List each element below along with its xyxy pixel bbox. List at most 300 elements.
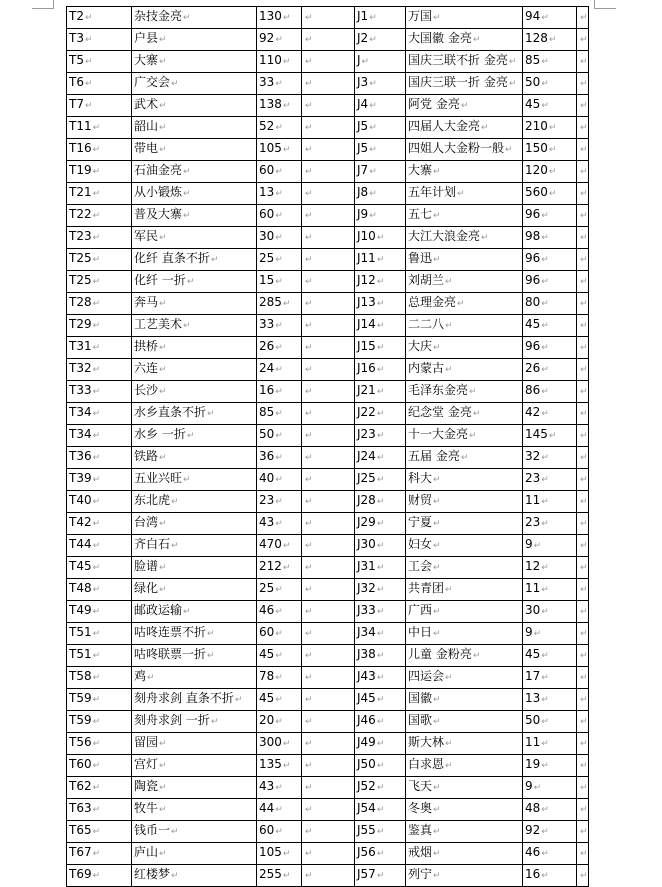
cell-text: 杂技金亮 bbox=[134, 9, 183, 23]
blank-cell bbox=[302, 513, 355, 535]
cell-text: 广交会 bbox=[134, 75, 171, 89]
paragraph-mark-icon: ↵ bbox=[433, 475, 441, 485]
cell-text: T6 bbox=[69, 75, 84, 89]
paragraph-mark-icon: ↵ bbox=[376, 541, 385, 551]
blank-cell bbox=[302, 755, 355, 777]
code-cell bbox=[355, 579, 406, 601]
paragraph-mark-icon: ↵ bbox=[305, 343, 313, 353]
cell-text: J15 bbox=[357, 339, 376, 353]
cell-text: T25 bbox=[69, 251, 92, 265]
cell-text: J57 bbox=[357, 867, 376, 881]
cell-text: 大庆 bbox=[408, 339, 433, 353]
cell-text: T62 bbox=[69, 779, 92, 793]
cell-text: 110 bbox=[259, 53, 282, 67]
cell-text: 宁夏 bbox=[408, 515, 433, 529]
paragraph-mark-icon: ↵ bbox=[580, 167, 588, 177]
table-row bbox=[67, 777, 589, 799]
table-row bbox=[67, 469, 589, 491]
cell-text: J7 bbox=[357, 163, 369, 177]
cell-text: J30 bbox=[357, 537, 376, 551]
table-row bbox=[67, 315, 589, 337]
name-cell bbox=[132, 513, 257, 535]
paragraph-mark-icon: ↵ bbox=[376, 871, 385, 881]
name-cell bbox=[132, 161, 257, 183]
price-cell bbox=[257, 469, 302, 491]
cell-text: 绿化 bbox=[134, 581, 159, 595]
blank-cell bbox=[302, 293, 355, 315]
cell-text: J52 bbox=[357, 779, 376, 793]
paragraph-mark-icon: ↵ bbox=[481, 233, 489, 243]
cell-text: T28 bbox=[69, 295, 92, 309]
code-cell bbox=[355, 513, 406, 535]
code-cell bbox=[355, 73, 406, 95]
table-row bbox=[67, 601, 589, 623]
name-cell bbox=[132, 139, 257, 161]
code-cell bbox=[355, 117, 406, 139]
paragraph-mark-icon: ↵ bbox=[92, 783, 101, 793]
paragraph-mark-icon: ↵ bbox=[305, 233, 313, 243]
price-cell bbox=[257, 601, 302, 623]
cell-text: 大国徽 金亮 bbox=[408, 31, 472, 45]
paragraph-mark-icon: ↵ bbox=[580, 299, 588, 309]
cell-text: T2 bbox=[69, 9, 84, 23]
cell-text: T69 bbox=[69, 867, 92, 881]
name-cell bbox=[132, 271, 257, 293]
price-cell bbox=[257, 733, 302, 755]
paragraph-mark-icon: ↵ bbox=[159, 585, 167, 595]
name-cell bbox=[406, 865, 523, 887]
cell-text: J2 bbox=[357, 31, 369, 45]
cell-text: 60 bbox=[259, 207, 275, 221]
blank-cell bbox=[302, 711, 355, 733]
cell-text: 鸡 bbox=[134, 669, 147, 683]
blank-cell bbox=[302, 73, 355, 95]
code-cell bbox=[67, 513, 132, 535]
blank-cell bbox=[302, 271, 355, 293]
paragraph-mark-icon: ↵ bbox=[376, 277, 385, 287]
paragraph-mark-icon: ↵ bbox=[92, 233, 101, 243]
cell-text: 45 bbox=[259, 691, 275, 705]
paragraph-mark-icon: ↵ bbox=[275, 585, 283, 595]
cell-text: T7 bbox=[69, 97, 84, 111]
price-cell bbox=[523, 183, 577, 205]
price-cell bbox=[257, 579, 302, 601]
paragraph-mark-icon: ↵ bbox=[580, 233, 588, 243]
cell-text: 212 bbox=[259, 559, 282, 573]
cell-text: T44 bbox=[69, 537, 92, 551]
paragraph-mark-icon: ↵ bbox=[159, 739, 167, 749]
cell-text: J8 bbox=[357, 185, 369, 199]
code-cell bbox=[67, 7, 132, 29]
price-cell bbox=[257, 337, 302, 359]
cell-text: 国庆三联不折 金亮 bbox=[408, 53, 508, 67]
paragraph-mark-icon: ↵ bbox=[580, 541, 588, 551]
table-row bbox=[67, 557, 589, 579]
paragraph-mark-icon: ↵ bbox=[541, 497, 549, 507]
cell-text: 普及大寨 bbox=[134, 207, 183, 221]
code-cell bbox=[355, 557, 406, 579]
cell-text: T51 bbox=[69, 647, 92, 661]
paragraph-mark-icon: ↵ bbox=[580, 519, 588, 529]
name-cell bbox=[406, 271, 523, 293]
price-cell bbox=[257, 843, 302, 865]
cell-text: 26 bbox=[525, 361, 541, 375]
paragraph-mark-icon: ↵ bbox=[92, 739, 101, 749]
paragraph-mark-icon: ↵ bbox=[305, 871, 313, 881]
name-cell bbox=[132, 381, 257, 403]
paragraph-mark-icon: ↵ bbox=[376, 805, 385, 815]
price-cell bbox=[257, 799, 302, 821]
paragraph-mark-icon: ↵ bbox=[171, 541, 179, 551]
cell-text: J4 bbox=[357, 97, 369, 111]
paragraph-mark-icon: ↵ bbox=[282, 145, 291, 155]
paragraph-mark-icon: ↵ bbox=[433, 13, 441, 23]
cell-text: 台湾 bbox=[134, 515, 159, 529]
paragraph-mark-icon: ↵ bbox=[541, 255, 549, 265]
cell-text: 24 bbox=[259, 361, 275, 375]
blank-cell bbox=[302, 689, 355, 711]
blank-cell bbox=[302, 315, 355, 337]
paragraph-mark-icon: ↵ bbox=[580, 189, 588, 199]
paragraph-mark-icon: ↵ bbox=[541, 365, 549, 375]
paragraph-mark-icon: ↵ bbox=[159, 101, 167, 111]
cell-text: 138 bbox=[259, 97, 282, 111]
paragraph-mark-icon: ↵ bbox=[171, 827, 179, 837]
paragraph-mark-icon: ↵ bbox=[533, 629, 542, 639]
blank-cell bbox=[577, 51, 589, 73]
price-cell bbox=[257, 711, 302, 733]
paragraph-mark-icon: ↵ bbox=[580, 123, 588, 133]
price-cell bbox=[257, 755, 302, 777]
price-cell bbox=[257, 491, 302, 513]
paragraph-mark-icon: ↵ bbox=[305, 519, 313, 529]
name-cell bbox=[406, 7, 523, 29]
blank-cell bbox=[577, 359, 589, 381]
paragraph-mark-icon: ↵ bbox=[305, 805, 313, 815]
code-cell bbox=[355, 337, 406, 359]
code-cell bbox=[67, 711, 132, 733]
paragraph-mark-icon: ↵ bbox=[305, 57, 313, 67]
price-cell bbox=[257, 7, 302, 29]
cell-text: 130 bbox=[259, 9, 282, 23]
price-cell bbox=[257, 513, 302, 535]
cell-text: 17 bbox=[525, 669, 541, 683]
code-cell bbox=[355, 447, 406, 469]
paragraph-mark-icon: ↵ bbox=[580, 13, 588, 23]
code-cell bbox=[355, 161, 406, 183]
paragraph-mark-icon: ↵ bbox=[275, 673, 283, 683]
cell-text: 内蒙古 bbox=[408, 361, 445, 375]
code-cell bbox=[355, 7, 406, 29]
paragraph-mark-icon: ↵ bbox=[580, 739, 588, 749]
price-cell bbox=[523, 139, 577, 161]
paragraph-mark-icon: ↵ bbox=[433, 563, 441, 573]
cell-text: J5 bbox=[357, 119, 369, 133]
paragraph-mark-icon: ↵ bbox=[433, 717, 441, 727]
cell-text: 长沙 bbox=[134, 383, 159, 397]
paragraph-mark-icon: ↵ bbox=[376, 629, 385, 639]
paragraph-mark-icon: ↵ bbox=[275, 827, 283, 837]
code-cell bbox=[67, 161, 132, 183]
cell-text: 13 bbox=[259, 185, 275, 199]
blank-cell bbox=[302, 359, 355, 381]
name-cell bbox=[132, 821, 257, 843]
table-row bbox=[67, 645, 589, 667]
cell-text: 化纤 直条不折 bbox=[134, 251, 210, 265]
code-cell bbox=[355, 29, 406, 51]
blank-cell bbox=[577, 711, 589, 733]
price-cell bbox=[257, 315, 302, 337]
name-cell bbox=[406, 491, 523, 513]
cell-text: T34 bbox=[69, 427, 92, 441]
cell-text: 钱币一 bbox=[134, 823, 171, 837]
name-cell bbox=[406, 315, 523, 337]
crop-mark-top-right bbox=[594, 8, 616, 9]
code-cell bbox=[355, 293, 406, 315]
paragraph-mark-icon: ↵ bbox=[376, 387, 385, 397]
paragraph-mark-icon: ↵ bbox=[305, 79, 313, 89]
price-cell bbox=[257, 249, 302, 271]
price-cell bbox=[257, 73, 302, 95]
cell-text: 78 bbox=[259, 669, 275, 683]
paragraph-mark-icon: ↵ bbox=[376, 299, 385, 309]
blank-cell bbox=[302, 117, 355, 139]
table-row bbox=[67, 491, 589, 513]
paragraph-mark-icon: ↵ bbox=[282, 13, 291, 23]
code-cell bbox=[355, 469, 406, 491]
blank-cell bbox=[302, 645, 355, 667]
cell-text: J55 bbox=[357, 823, 376, 837]
paragraph-mark-icon: ↵ bbox=[282, 57, 291, 67]
paragraph-mark-icon: ↵ bbox=[305, 585, 313, 595]
name-cell bbox=[132, 205, 257, 227]
paragraph-mark-icon: ↵ bbox=[282, 101, 291, 111]
cell-text: 25 bbox=[259, 251, 275, 265]
code-cell bbox=[67, 293, 132, 315]
name-cell bbox=[406, 689, 523, 711]
cell-text: 妇女 bbox=[408, 537, 433, 551]
paragraph-mark-icon: ↵ bbox=[369, 211, 377, 221]
paragraph-mark-icon: ↵ bbox=[541, 453, 549, 463]
paragraph-mark-icon: ↵ bbox=[92, 717, 101, 727]
paragraph-mark-icon: ↵ bbox=[580, 35, 588, 45]
blank-cell bbox=[577, 667, 589, 689]
paragraph-mark-icon: ↵ bbox=[580, 211, 588, 221]
paragraph-mark-icon: ↵ bbox=[92, 387, 101, 397]
cell-text: T59 bbox=[69, 691, 92, 705]
cell-text: 四届人大金亮 bbox=[408, 119, 481, 133]
price-cell bbox=[257, 447, 302, 469]
blank-cell bbox=[302, 733, 355, 755]
paragraph-mark-icon: ↵ bbox=[541, 57, 549, 67]
blank-cell bbox=[577, 139, 589, 161]
paragraph-mark-icon: ↵ bbox=[159, 35, 167, 45]
cell-text: 105 bbox=[259, 141, 282, 155]
paragraph-mark-icon: ↵ bbox=[275, 629, 283, 639]
paragraph-mark-icon: ↵ bbox=[275, 123, 283, 133]
blank-cell bbox=[577, 271, 589, 293]
price-cell bbox=[257, 183, 302, 205]
cell-text: J bbox=[357, 53, 361, 67]
cell-text: 96 bbox=[525, 207, 541, 221]
paragraph-mark-icon: ↵ bbox=[305, 189, 313, 199]
name-cell bbox=[132, 689, 257, 711]
blank-cell bbox=[302, 29, 355, 51]
cell-text: T60 bbox=[69, 757, 92, 771]
paragraph-mark-icon: ↵ bbox=[541, 805, 549, 815]
paragraph-mark-icon: ↵ bbox=[234, 695, 243, 705]
paragraph-mark-icon: ↵ bbox=[580, 365, 588, 375]
blank-cell bbox=[302, 777, 355, 799]
table-row bbox=[67, 733, 589, 755]
code-cell bbox=[67, 733, 132, 755]
cell-text: 15 bbox=[259, 273, 275, 287]
cell-text: 96 bbox=[525, 251, 541, 265]
paragraph-mark-icon: ↵ bbox=[580, 497, 588, 507]
paragraph-mark-icon: ↵ bbox=[305, 827, 313, 837]
paragraph-mark-icon: ↵ bbox=[282, 849, 291, 859]
paragraph-mark-icon: ↵ bbox=[369, 79, 377, 89]
paragraph-mark-icon: ↵ bbox=[305, 761, 313, 771]
name-cell bbox=[132, 95, 257, 117]
cell-text: 11 bbox=[525, 581, 541, 595]
price-cell bbox=[523, 733, 577, 755]
cell-text: 大江大浪金亮 bbox=[408, 229, 481, 243]
cell-text: T51 bbox=[69, 625, 92, 639]
price-cell bbox=[523, 755, 577, 777]
cell-text: 红楼梦 bbox=[134, 867, 171, 881]
paragraph-mark-icon: ↵ bbox=[533, 783, 542, 793]
blank-cell bbox=[577, 535, 589, 557]
code-cell bbox=[67, 755, 132, 777]
paragraph-mark-icon: ↵ bbox=[481, 123, 489, 133]
cell-text: T23 bbox=[69, 229, 92, 243]
paragraph-mark-icon: ↵ bbox=[541, 827, 549, 837]
paragraph-mark-icon: ↵ bbox=[275, 717, 283, 727]
cell-text: 五七 bbox=[408, 207, 433, 221]
crop-mark-top-left bbox=[32, 8, 54, 9]
cell-text: J31 bbox=[357, 559, 376, 573]
paragraph-mark-icon: ↵ bbox=[84, 57, 93, 67]
code-cell bbox=[67, 799, 132, 821]
cell-text: J3 bbox=[357, 75, 369, 89]
name-cell bbox=[406, 579, 523, 601]
paragraph-mark-icon: ↵ bbox=[275, 519, 283, 529]
paragraph-mark-icon: ↵ bbox=[445, 365, 453, 375]
paragraph-mark-icon: ↵ bbox=[92, 409, 101, 419]
name-cell bbox=[406, 337, 523, 359]
cell-text: T5 bbox=[69, 53, 84, 67]
cell-text: 43 bbox=[259, 779, 275, 793]
paragraph-mark-icon: ↵ bbox=[275, 255, 283, 265]
cell-text: 鲁迅 bbox=[408, 251, 433, 265]
cell-text: 韶山 bbox=[134, 119, 159, 133]
cell-text: 庐山 bbox=[134, 845, 159, 859]
price-cell bbox=[523, 557, 577, 579]
paragraph-mark-icon: ↵ bbox=[376, 255, 385, 265]
name-cell bbox=[406, 623, 523, 645]
code-cell bbox=[355, 799, 406, 821]
paragraph-mark-icon: ↵ bbox=[305, 167, 313, 177]
paragraph-mark-icon: ↵ bbox=[580, 871, 588, 881]
cell-text: J11 bbox=[357, 251, 376, 265]
cell-text: 财贸 bbox=[408, 493, 433, 507]
cell-text: 广西 bbox=[408, 603, 433, 617]
paragraph-mark-icon: ↵ bbox=[305, 783, 313, 793]
name-cell bbox=[406, 799, 523, 821]
paragraph-mark-icon: ↵ bbox=[445, 761, 453, 771]
cell-text: 万国 bbox=[408, 9, 433, 23]
paragraph-mark-icon: ↵ bbox=[580, 431, 588, 441]
cell-text: 30 bbox=[525, 603, 541, 617]
paragraph-mark-icon: ↵ bbox=[275, 189, 283, 199]
name-cell bbox=[132, 293, 257, 315]
cell-text: T45 bbox=[69, 559, 92, 573]
paragraph-mark-icon: ↵ bbox=[376, 585, 385, 595]
code-cell bbox=[67, 469, 132, 491]
price-cell bbox=[523, 117, 577, 139]
paragraph-mark-icon: ↵ bbox=[580, 387, 588, 397]
cell-text: 水乡 一折 bbox=[134, 427, 186, 441]
table-row bbox=[67, 271, 589, 293]
cell-text: 16 bbox=[259, 383, 275, 397]
paragraph-mark-icon: ↵ bbox=[305, 453, 313, 463]
paragraph-mark-icon: ↵ bbox=[433, 519, 441, 529]
price-cell bbox=[257, 271, 302, 293]
cell-text: 26 bbox=[259, 339, 275, 353]
paragraph-mark-icon: ↵ bbox=[541, 673, 549, 683]
cell-text: 邮政运输 bbox=[134, 603, 183, 617]
paragraph-mark-icon: ↵ bbox=[92, 519, 101, 529]
cell-text: J29 bbox=[357, 515, 376, 529]
price-cell bbox=[523, 645, 577, 667]
blank-cell bbox=[302, 491, 355, 513]
table-row bbox=[67, 865, 589, 887]
name-cell bbox=[406, 139, 523, 161]
blank-cell bbox=[302, 7, 355, 29]
code-cell bbox=[355, 403, 406, 425]
blank-cell bbox=[577, 865, 589, 887]
cell-text: 鉴真 bbox=[408, 823, 433, 837]
paragraph-mark-icon: ↵ bbox=[541, 717, 549, 727]
price-cell bbox=[523, 73, 577, 95]
paragraph-mark-icon: ↵ bbox=[282, 541, 291, 551]
price-cell bbox=[257, 689, 302, 711]
cell-text: 斯大林 bbox=[408, 735, 445, 749]
paragraph-mark-icon: ↵ bbox=[183, 321, 191, 331]
table-row bbox=[67, 667, 589, 689]
cell-text: J46 bbox=[357, 713, 376, 727]
cell-text: 150 bbox=[525, 141, 548, 155]
cell-text: T21 bbox=[69, 185, 92, 199]
cell-text: 铁路 bbox=[134, 449, 159, 463]
price-cell bbox=[257, 777, 302, 799]
cell-text: 94 bbox=[525, 9, 541, 23]
paragraph-mark-icon: ↵ bbox=[376, 695, 385, 705]
paragraph-mark-icon: ↵ bbox=[305, 277, 313, 287]
cell-text: 32 bbox=[525, 449, 541, 463]
price-cell bbox=[523, 95, 577, 117]
code-cell bbox=[355, 645, 406, 667]
cell-text: 刘胡兰 bbox=[408, 273, 445, 287]
paragraph-mark-icon: ↵ bbox=[275, 277, 283, 287]
paragraph-mark-icon: ↵ bbox=[275, 497, 283, 507]
price-cell bbox=[523, 227, 577, 249]
price-cell bbox=[523, 535, 577, 557]
paragraph-mark-icon: ↵ bbox=[580, 783, 588, 793]
cell-text: 9 bbox=[525, 779, 533, 793]
code-cell bbox=[355, 711, 406, 733]
